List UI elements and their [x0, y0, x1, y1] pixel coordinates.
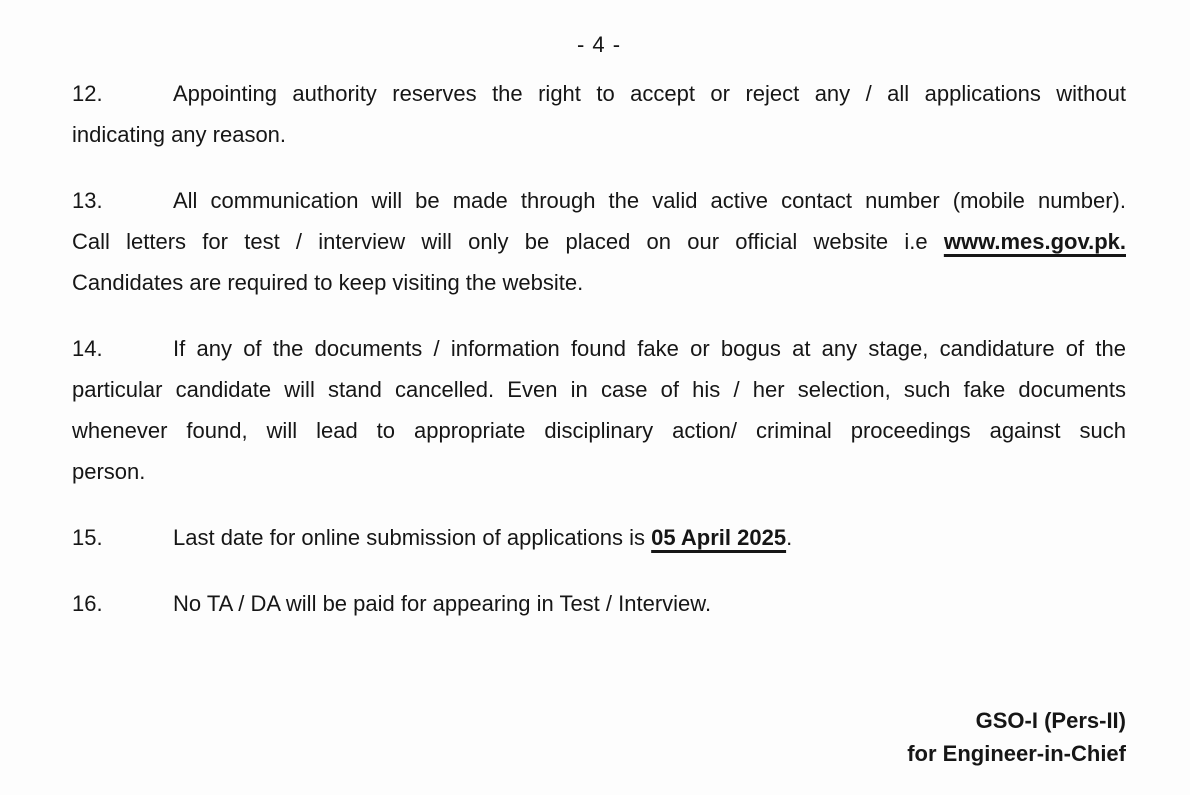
signature-designation: GSO-I (Pers-II)	[975, 708, 1126, 733]
paragraph-line	[72, 583, 1126, 624]
signature-authority: for Engineer-in-Chief	[907, 741, 1126, 766]
body-text: person.	[72, 459, 146, 484]
emphasized-text: 05 April 2025	[651, 525, 787, 550]
document-paragraph	[72, 180, 1126, 303]
paragraph-list	[72, 73, 1126, 624]
body-text: particular candidate will stand cancelled. Even in case of his / her selection, such fake documents	[72, 377, 1126, 402]
body-text: .	[786, 525, 793, 550]
paragraph-line	[72, 73, 1126, 114]
paragraph-line	[72, 221, 1126, 262]
paragraph-number: 12.	[72, 81, 103, 106]
paragraph-number: 16.	[72, 591, 103, 616]
page-number: - 4 -	[576, 32, 622, 57]
body-text: Last date for online submission of applications is	[173, 525, 652, 550]
document-paragraph	[72, 73, 1126, 155]
paragraph-line	[72, 369, 1126, 410]
body-text: Call letters for test / interview will only be placed on our official website i.e	[72, 229, 944, 254]
paragraph-line	[72, 451, 1126, 492]
body-text: If any of the documents / information found fake or bogus at any stage, candidature of the	[173, 336, 1126, 361]
paragraph-line	[72, 328, 1126, 369]
body-text: Candidates are required to keep visiting the website.	[72, 270, 584, 295]
document-paragraph	[72, 583, 1126, 624]
body-text: No TA / DA will be paid for appearing in Test / Interview.	[173, 591, 712, 616]
paragraph-line	[72, 410, 1126, 451]
paragraph-line	[72, 517, 1126, 558]
signature-block	[72, 704, 1126, 770]
paragraph-line	[72, 180, 1126, 221]
body-text: All communication will be made through the valid active contact number (mobile number).	[173, 188, 1126, 213]
body-text: indicating any reason.	[72, 122, 287, 147]
emphasized-text: www.mes.gov.pk.	[943, 229, 1126, 254]
paragraph-number: 14.	[72, 336, 103, 361]
document-paragraph	[72, 517, 1126, 558]
paragraph-line	[72, 262, 1126, 303]
body-text: Appointing authority reserves the right to accept or reject any / all applications without	[173, 81, 1126, 106]
body-text: whenever found, will lead to appropriate disciplinary action/ criminal proceedings against such	[72, 418, 1126, 443]
paragraph-number: 13.	[72, 188, 103, 213]
document-paragraph	[72, 328, 1126, 492]
paragraph-number: 15.	[72, 525, 103, 550]
paragraph-line	[72, 114, 1126, 155]
